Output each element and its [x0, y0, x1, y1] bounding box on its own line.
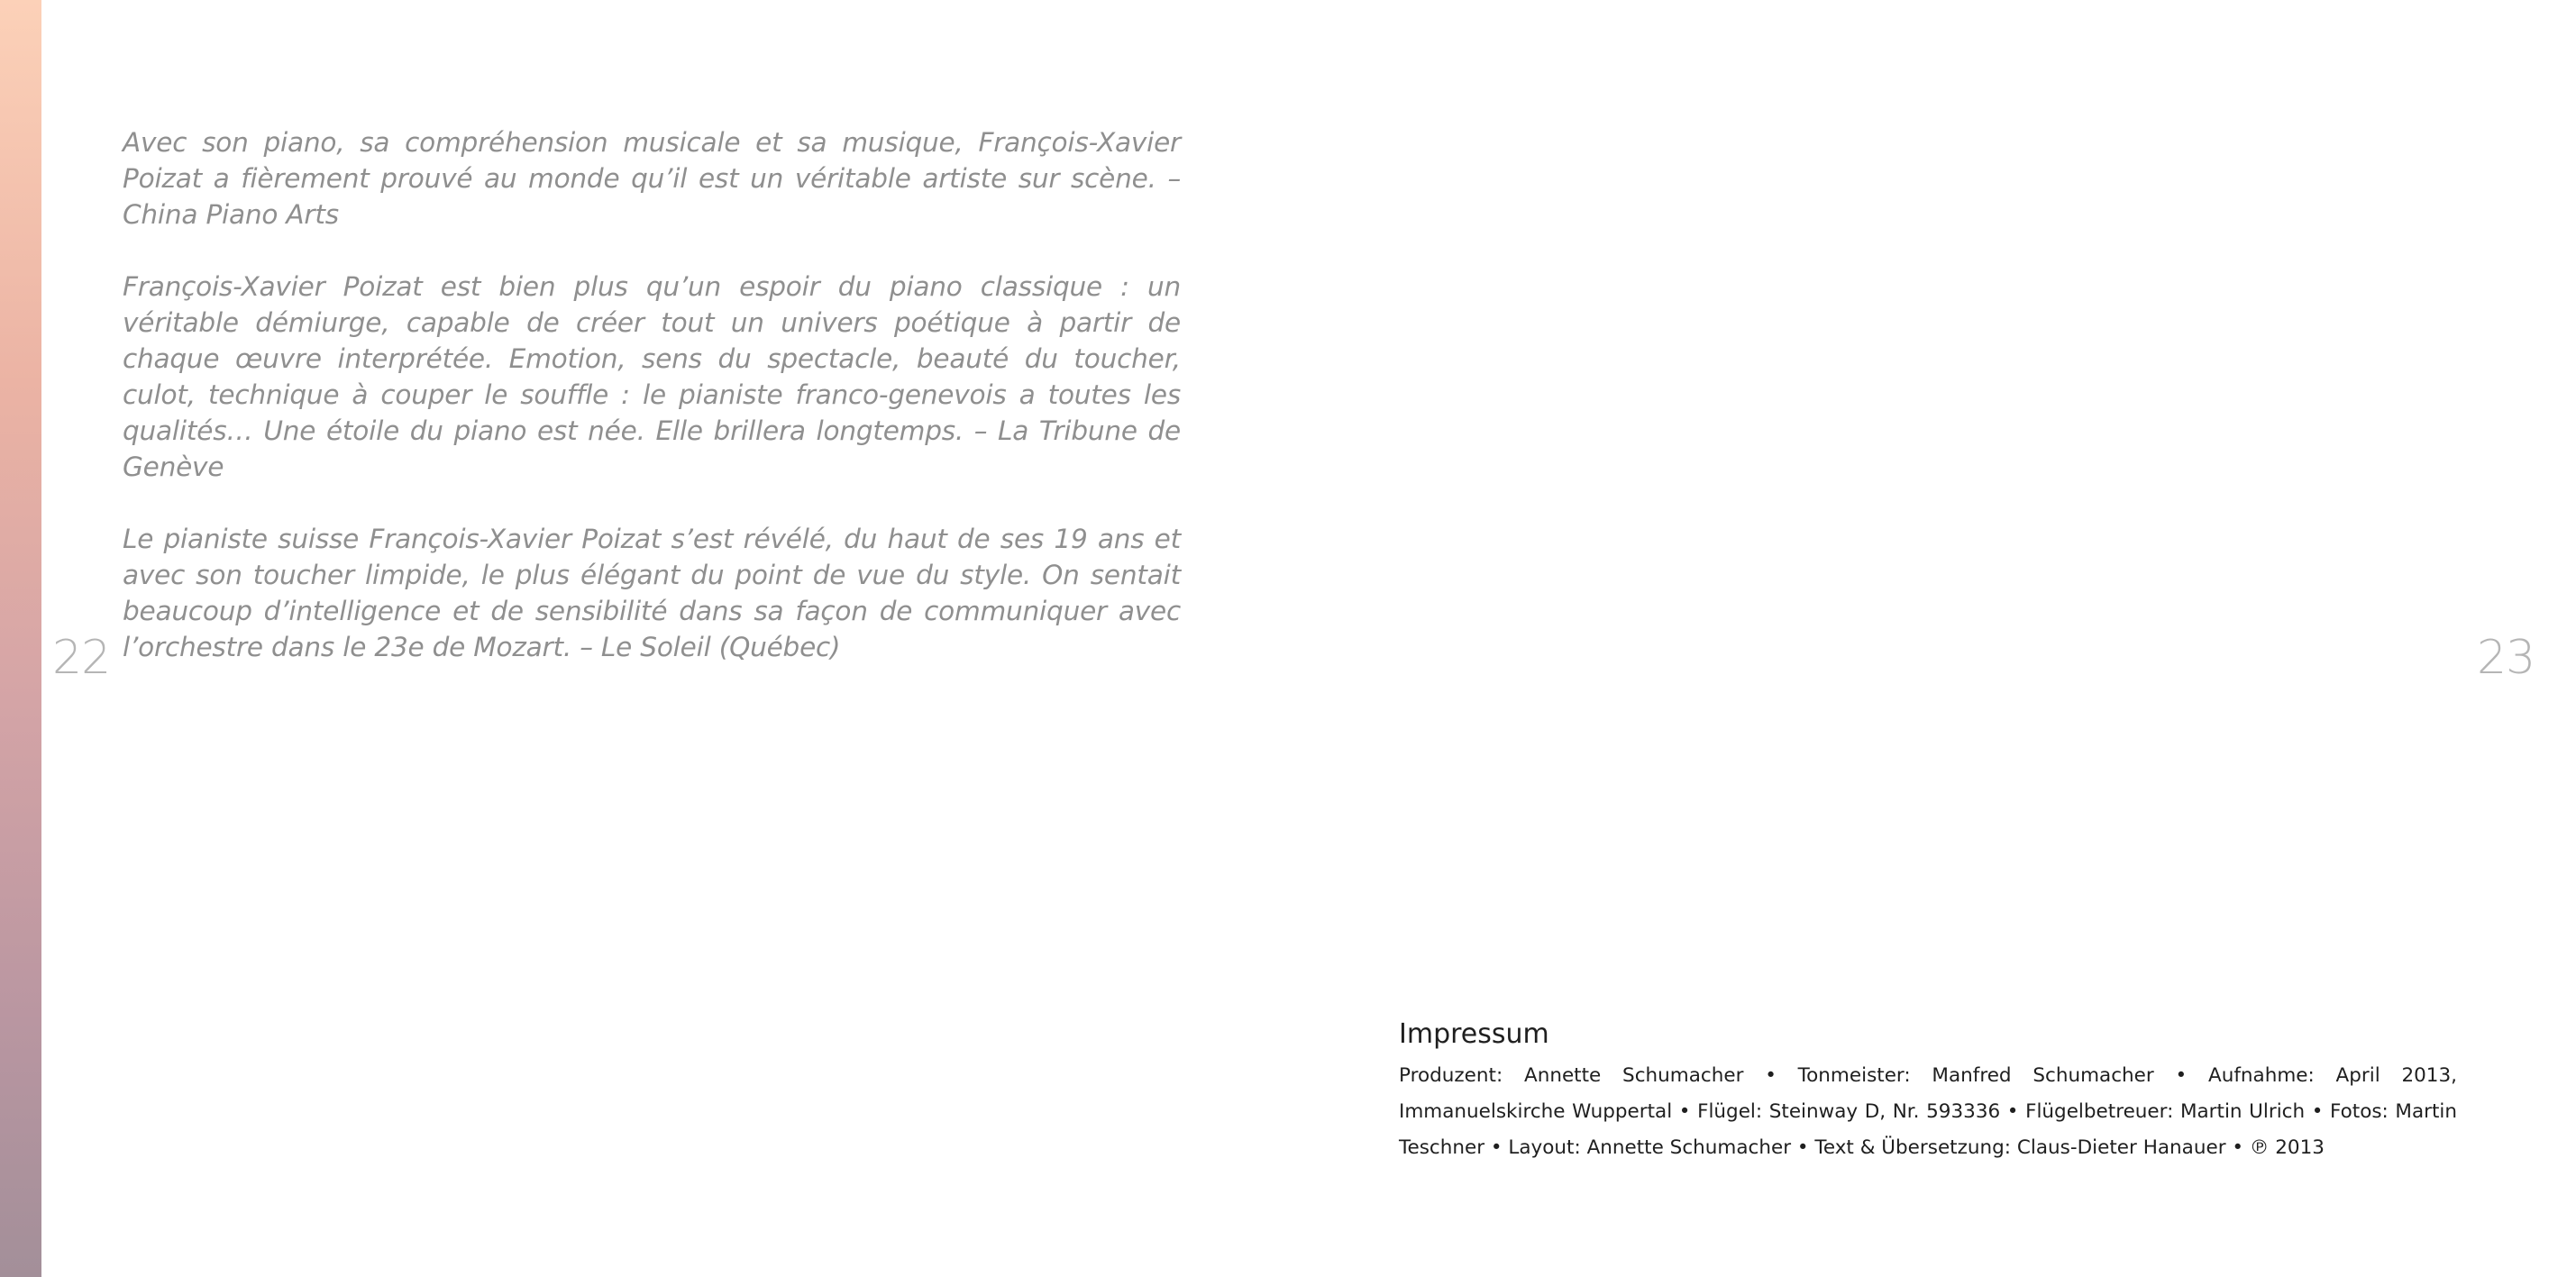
press-quotes	[123, 124, 1181, 701]
press-quote-3: Le pianiste suisse François-Xavier Poizat s’est révélé, du haut de ses 19 ans et avec son toucher limpide, le plus élégant du point de vue du style. On sentait beaucoup d’intelligence et de sensibilité dans sa façon de communiquer avec l’orchestre dans le 23e de Mozart. – Le Soleil (Québec)	[123, 524, 1181, 662]
impressum-section	[1399, 1017, 2457, 1166]
impressum-title: Impressum	[1399, 1018, 1549, 1050]
press-quote-1: Avec son piano, sa compréhension musicale et sa musique, François-Xavier Poizat a fièrement prouvé au monde qu’il est un véritable artiste sur scène. – China Piano Arts	[123, 127, 1181, 230]
impressum-body: Produzent: Annette Schumacher • Tonmeister: Manfred Schumacher • Aufnahme: April 2013, Immanuelskirche Wuppertal • Flügel: Steinway D, Nr. 593336 • Flügelbetreuer: Martin Ulrich • Fotos: Martin Teschner • Layout: Annette Schumacher • Text & Übersetzung: Claus-Dieter Hanauer • ℗ 2013	[1399, 1064, 2457, 1159]
page-number-left: 22	[52, 631, 111, 685]
press-quote-2: François-Xavier Poizat est bien plus qu’un espoir du piano classique : un véritable démiurge, capable de créer tout un univers poétique à partir de chaque œuvre interprétée. Emotion, sens du spectacle, beauté du toucher, culot, technique à couper le souffle : le pianiste franco-genevois a toutes les qualités… Une étoile du piano est née. Elle brillera longtemps. – La Tribune de Genève	[123, 271, 1181, 482]
decorative-gradient-bar	[0, 0, 41, 1277]
page-number-right: 23	[2477, 631, 2535, 685]
